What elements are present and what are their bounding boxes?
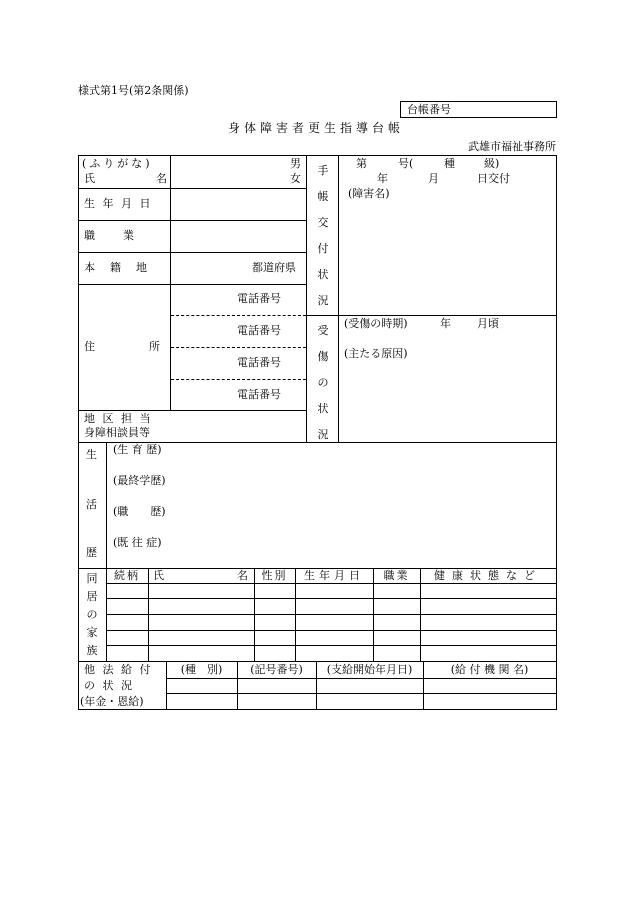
- other-benefits-col-agency: (給 付 機 関 名): [450, 663, 529, 676]
- other-benefits-label-1: 他 法 給 付: [84, 663, 153, 676]
- other-benefits-label-2: の 状 況: [84, 679, 134, 692]
- grid-line: [166, 678, 556, 679]
- grid-line: [78, 220, 306, 221]
- family-col-name-left: 氏: [153, 569, 164, 582]
- notebook-grade-type: 種: [444, 157, 455, 170]
- injury-header: 受 傷 の 状 況: [317, 324, 329, 441]
- ledger-number-box: [400, 101, 557, 118]
- grid-line: [78, 410, 306, 411]
- phone-label-2: 電話番号: [237, 324, 281, 337]
- life-history-header-3: 歴: [86, 546, 97, 559]
- life-history-item: (最終学歴): [113, 474, 166, 487]
- district-label-1: 地 区 担 当: [84, 412, 153, 425]
- family-header: 同 居 の 家 族: [86, 572, 98, 657]
- grid-line: [106, 645, 556, 646]
- other-benefits-col-number: (記号番号): [250, 663, 303, 676]
- family-col-relation: 続柄: [114, 569, 140, 582]
- name-label-left: 氏: [84, 172, 95, 185]
- grid-line: [78, 284, 306, 285]
- other-benefits-col-type: (種 別): [180, 663, 223, 676]
- disability-name-label: (障害名): [348, 187, 390, 200]
- life-history-header-1: 生: [86, 448, 97, 461]
- notebook-number-prefix: 第: [356, 157, 367, 170]
- notebook-grade: 級): [484, 157, 500, 170]
- dashed-line: [171, 315, 306, 316]
- name-label-right: 名: [156, 172, 167, 185]
- family-col-health: 健康状態など: [434, 569, 542, 582]
- issued-year: 年: [377, 172, 388, 185]
- family-col-birth: 生年月日: [304, 569, 364, 582]
- phone-label-3: 電話番号: [237, 356, 281, 369]
- sex-female: 女: [290, 172, 301, 185]
- notebook-header: 手 帳 交 付 状 況: [317, 164, 329, 307]
- life-history-item: (職 歴): [113, 505, 166, 518]
- phone-label-1: 電話番号: [237, 292, 281, 305]
- grid-line: [166, 693, 556, 694]
- grid-line: [306, 315, 556, 316]
- dashed-line: [171, 379, 306, 380]
- phone-label-4: 電話番号: [237, 388, 281, 401]
- address-label: 住 所: [84, 340, 162, 353]
- furigana-label: (ふりがな): [82, 157, 153, 170]
- grid-line: [78, 252, 306, 253]
- grid-line: [78, 188, 306, 189]
- grid-line: [106, 442, 107, 568]
- grid-line: [106, 598, 556, 599]
- other-benefits-label-3: (年金・恩給): [80, 695, 144, 708]
- domicile-label: 本 籍 地: [84, 261, 149, 274]
- family-col-sex: 性別: [261, 569, 288, 582]
- family-col-job: 職業: [383, 569, 410, 582]
- family-col-name-right: 名: [237, 569, 248, 582]
- page-title: 身体障害者更生指導台帳: [227, 121, 404, 135]
- birth-label: 生 年 月 日: [84, 197, 153, 210]
- job-label: 職 業: [84, 229, 136, 242]
- grid-line: [106, 614, 556, 615]
- life-history-item: (生 育 歴): [113, 443, 162, 456]
- grid-line: [106, 583, 556, 584]
- injury-time-month: 月頃: [477, 317, 499, 330]
- district-label-2: 身障相談員等: [84, 426, 150, 439]
- notebook-number-suffix: 号(: [398, 157, 414, 170]
- grid-line: [106, 630, 556, 631]
- office-name: 武雄市福祉事務所: [468, 140, 556, 153]
- life-history-item: (既 往 症): [113, 536, 162, 549]
- injury-time-label: (受傷の時期): [344, 317, 408, 330]
- issued-month: 月: [428, 172, 439, 185]
- issued-day: 日交付: [477, 172, 510, 185]
- prefectures-label: 都道府県: [252, 261, 296, 274]
- injury-cause-label: (主たる原因): [344, 347, 408, 360]
- form-number: 様式第1号(第2条関係): [78, 84, 189, 97]
- sex-male: 男: [290, 157, 301, 170]
- injury-time-year: 年: [440, 317, 451, 330]
- dashed-line: [171, 347, 306, 348]
- ledger-number-label: 台帳番号: [407, 103, 451, 116]
- other-benefits-col-start: (支給開始年月日): [326, 663, 413, 676]
- life-history-header-2: 活: [86, 498, 97, 511]
